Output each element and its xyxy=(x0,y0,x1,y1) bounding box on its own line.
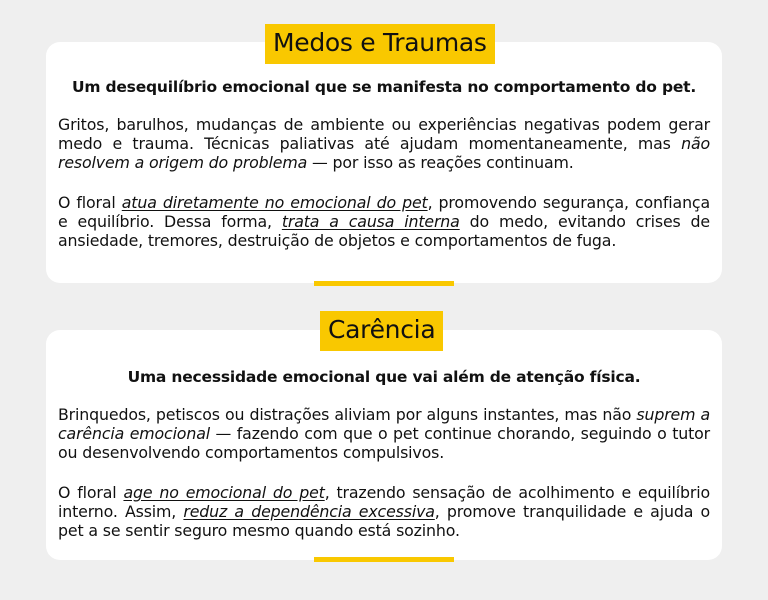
section-paragraph-2 xyxy=(58,193,710,251)
section-paragraph-2 xyxy=(58,483,710,541)
section-title-medos-traumas: Medos e Traumas xyxy=(265,24,495,64)
section-card-medos-traumas xyxy=(46,42,722,283)
section-card-carencia xyxy=(46,330,722,560)
paragraph-text: Brinquedos, petiscos ou distrações aliviam por alguns instantes, mas não xyxy=(58,405,637,424)
paragraph-text: , trazendo sensação de acolhimento e equilíbrio interno. Assim, xyxy=(58,482,710,521)
paragraph-text: Gritos, barulhos, mudanças de ambiente ou experiências negativas podem gerar medo e trauma. Técnicas paliativas até ajudam momentaneamente, mas xyxy=(58,115,710,154)
section-title-carencia: Carência xyxy=(320,311,443,351)
paragraph-emphasis: suprem a carência emocional xyxy=(58,405,711,444)
accent-underbar xyxy=(314,281,454,286)
paragraph-underlined-emphasis: reduz a dependência excessiva xyxy=(183,501,435,521)
paragraph-underlined-emphasis: age no emocional do pet xyxy=(123,482,325,502)
paragraph-text: O floral xyxy=(58,192,122,212)
paragraph-text: , promovendo segurança, confiança e equilíbrio. Dessa forma, xyxy=(58,192,710,231)
accent-underbar xyxy=(314,557,454,562)
paragraph-text: , promove tranquilidade e ajuda o pet a se sentir seguro mesmo quando está sozinho. xyxy=(58,501,710,541)
section-subtitle: Um desequilíbrio emocional que se manifesta no comportamento do pet. xyxy=(71,78,697,96)
paragraph-text: — por isso as reações continuam. xyxy=(307,153,574,173)
section-paragraph-1 xyxy=(58,405,710,463)
section-paragraph-1 xyxy=(58,115,710,173)
paragraph-text: do medo, evitando crises de ansiedade, tremores, destruição de objetos e comportamentos de fuga. xyxy=(58,211,710,251)
paragraph-emphasis: não resolvem a origem do problema xyxy=(58,134,710,173)
paragraph-text: O floral xyxy=(58,482,124,502)
paragraph-text: — fazendo com que o pet continue chorando, seguindo o tutor ou desenvolvendo comportamentos compulsivos. xyxy=(58,424,711,463)
paragraph-underlined-emphasis: atua diretamente no emocional do pet xyxy=(121,192,428,212)
paragraph-underlined-emphasis: trata a causa interna xyxy=(281,211,460,231)
section-subtitle: Uma necessidade emocional que vai além de atenção física. xyxy=(127,368,641,386)
